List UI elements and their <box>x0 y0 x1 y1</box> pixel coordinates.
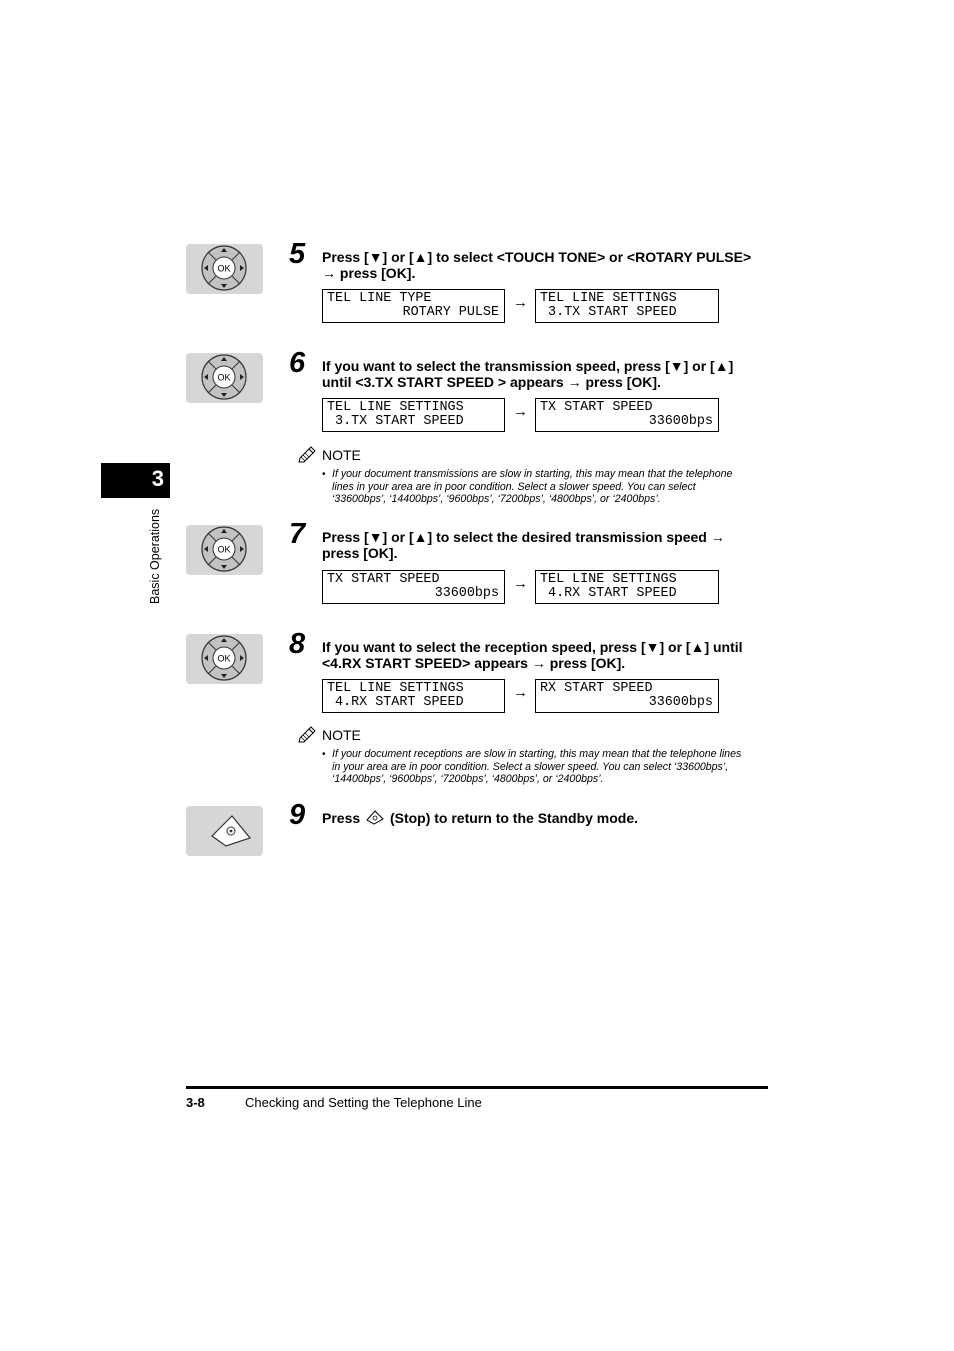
step-instruction <box>322 358 772 390</box>
step-instruction-text: Press <box>322 810 361 826</box>
lcd-line-1: TEL LINE SETTINGS <box>540 291 677 306</box>
ok-button-icon <box>186 525 263 575</box>
step-number: 8 <box>289 628 306 660</box>
chapter-tab <box>101 463 170 498</box>
page-number: 3-8 <box>186 1095 205 1110</box>
ok-label: OK <box>217 372 231 383</box>
lcd-line-1: TEL LINE TYPE <box>327 291 432 306</box>
lcd-line-2: ROTARY PULSE <box>402 305 499 320</box>
ok-button-icon <box>186 634 263 684</box>
note-heading: NOTE <box>322 447 361 463</box>
step-number: 9 <box>289 799 306 831</box>
note-text-line: ‘33600bps’, ‘14400bps’, ‘9600bps’, ‘7200bps’, ‘4800bps’, or ‘2400bps’. <box>332 493 661 505</box>
lcd-display-to <box>535 570 719 604</box>
note-text-line: in your area are in poor condition. Select a slower speed. You can select ‘33600bps’, <box>332 760 729 773</box>
lcd-display-from <box>322 289 505 323</box>
note-bullet: • <box>322 749 326 760</box>
footer-rule <box>186 1086 768 1089</box>
step-number: 6 <box>289 347 306 379</box>
chapter-side-label <box>148 504 166 606</box>
ok-button-icon <box>186 244 263 294</box>
step-instruction <box>322 529 772 561</box>
lcd-display-to <box>535 289 719 323</box>
chapter-number: 3 <box>151 466 164 491</box>
lcd-line-1: TEL LINE SETTINGS <box>540 572 677 587</box>
step-instruction-line: <4.RX START SPEED> appears → press [OK]. <box>322 655 626 671</box>
lcd-line-1: TX START SPEED <box>540 400 653 415</box>
stop-key-icon <box>366 810 384 825</box>
lcd-line-1: RX START SPEED <box>540 681 653 696</box>
step-instruction <box>322 810 772 826</box>
lcd-display-from <box>322 570 505 604</box>
lcd-line-2: 33600bps <box>434 586 499 601</box>
stop-button-icon <box>186 806 263 856</box>
step-instruction <box>322 639 772 671</box>
step-instruction-line: press [OK]. <box>322 545 398 561</box>
ok-button-icon <box>186 353 263 403</box>
lcd-line-2: 3.TX START SPEED <box>327 414 464 429</box>
lcd-line-2: 33600bps <box>648 695 713 710</box>
arrow-icon: → <box>513 403 528 420</box>
step-number: 7 <box>289 518 306 550</box>
step-instruction-line: → press [OK]. <box>322 265 416 281</box>
step-instruction-line: until <3.TX START SPEED > appears → press [OK]. <box>322 374 661 390</box>
note-text-line: ‘14400bps’, ‘9600bps’, ‘7200bps’, ‘4800bps’, or ‘2400bps’. <box>332 773 604 785</box>
lcd-display-from <box>322 679 505 713</box>
arrow-icon: → <box>513 294 528 311</box>
ok-label: OK <box>217 263 231 274</box>
step-instruction-line: If you want to select the transmission speed, press [▼] or [▲] <box>322 358 734 374</box>
lcd-line-2: 33600bps <box>648 414 713 429</box>
chapter-side-label-text: Basic Operations <box>148 508 162 604</box>
note-text-line: If your document transmissions are slow in starting, this may mean that the telephone <box>332 468 733 480</box>
lcd-line-2: 4.RX START SPEED <box>540 586 677 601</box>
note-bullet: • <box>322 469 326 480</box>
step-instruction <box>322 249 772 281</box>
lcd-line-2: 3.TX START SPEED <box>540 305 677 320</box>
note-heading: NOTE <box>322 727 361 743</box>
lcd-line-1: TEL LINE SETTINGS <box>327 681 464 696</box>
step-number: 5 <box>289 238 306 270</box>
note-text-line: lines in your area are in poor condition. Select a slower speed. You can select <box>332 480 696 493</box>
step-instruction-line: Press [▼] or [▲] to select <TOUCH TONE> or <ROTARY PULSE> <box>322 249 752 265</box>
pencil-icon <box>296 725 318 745</box>
note-text-line: If your document receptions are slow in starting, this may mean that the telephone lines <box>332 748 742 760</box>
lcd-display-from <box>322 398 505 432</box>
lcd-line-1: TX START SPEED <box>327 572 440 587</box>
ok-label: OK <box>217 653 231 664</box>
step-instruction-line: Press [▼] or [▲] to select the desired transmission speed → <box>322 529 725 545</box>
lcd-display-to <box>535 398 719 432</box>
note-text <box>332 468 772 506</box>
pencil-icon <box>296 445 318 465</box>
footer-title: Checking and Setting the Telephone Line <box>245 1095 482 1110</box>
lcd-line-1: TEL LINE SETTINGS <box>327 400 464 415</box>
arrow-icon: → <box>513 684 528 701</box>
step-instruction-text: (Stop) to return to the Standby mode. <box>389 810 639 826</box>
lcd-display-to <box>535 679 719 713</box>
note-text <box>332 748 772 786</box>
ok-label: OK <box>217 544 231 555</box>
arrow-icon: → <box>513 575 528 592</box>
lcd-line-2: 4.RX START SPEED <box>327 695 464 710</box>
step-instruction-line: If you want to select the reception speed, press [▼] or [▲] until <box>322 639 743 655</box>
